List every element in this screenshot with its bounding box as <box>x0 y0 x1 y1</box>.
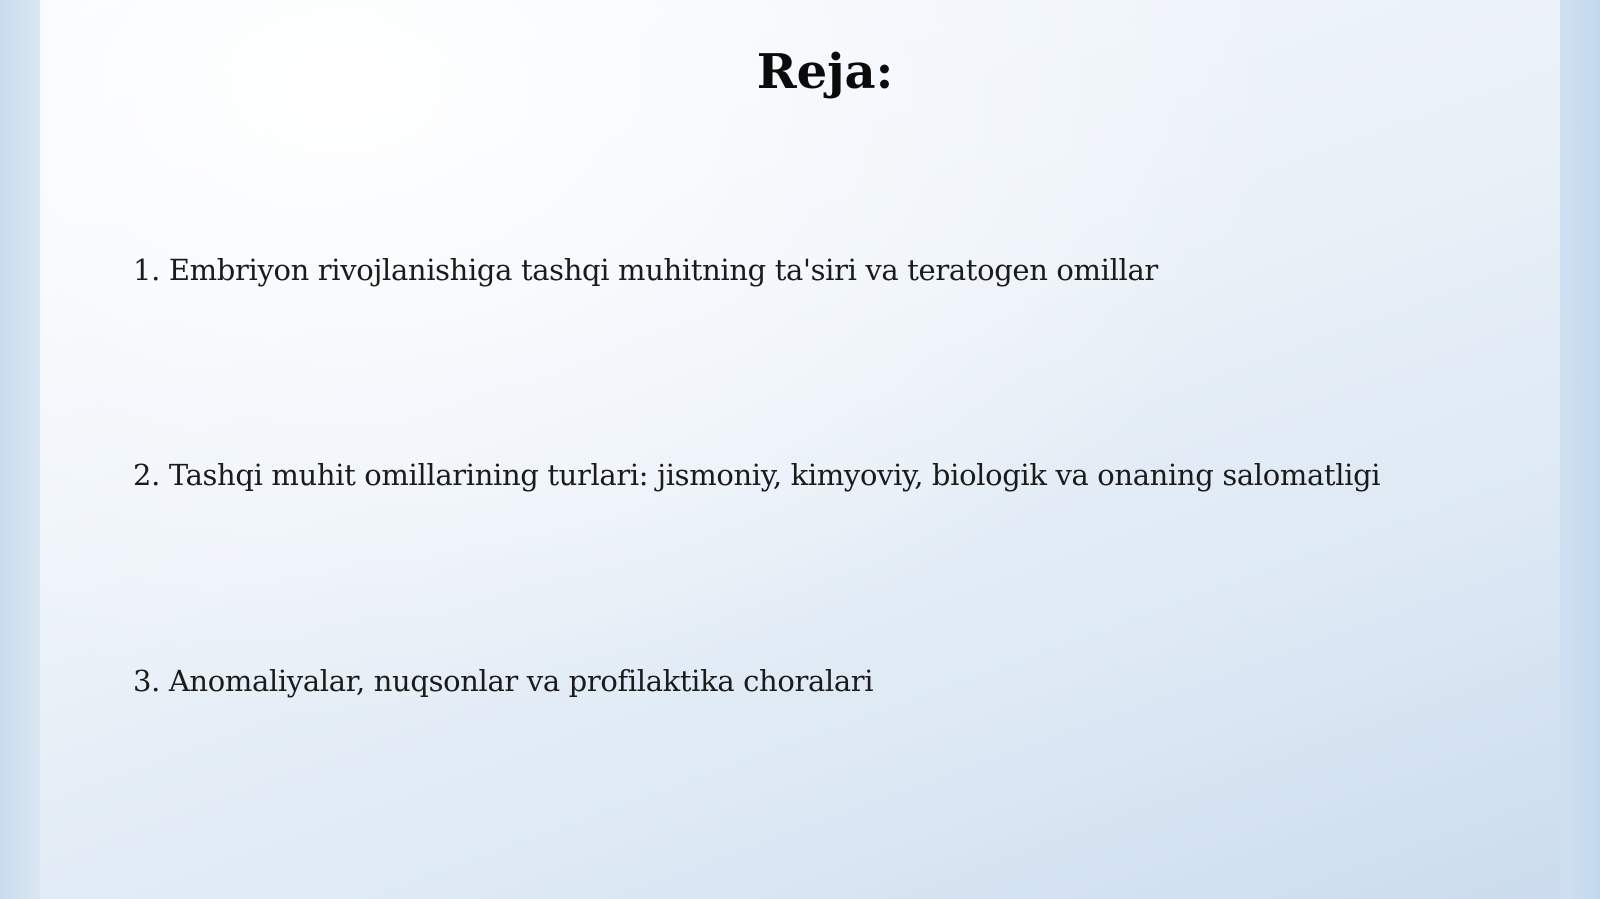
plan-item-1: 1. Embriyon rivojlanishiga tashqi muhitning ta'siri va teratogen omillar <box>133 253 1158 287</box>
slide <box>40 0 1560 899</box>
plan-item-2: 2. Tashqi muhit omillarining turlari: jismoniy, kimyoviy, biologik va onaning salomatligi <box>133 458 1381 492</box>
plan-item-3: 3. Anomaliyalar, nuqsonlar va profilaktika choralari <box>133 664 874 698</box>
slide-title: Reja: <box>756 44 894 100</box>
